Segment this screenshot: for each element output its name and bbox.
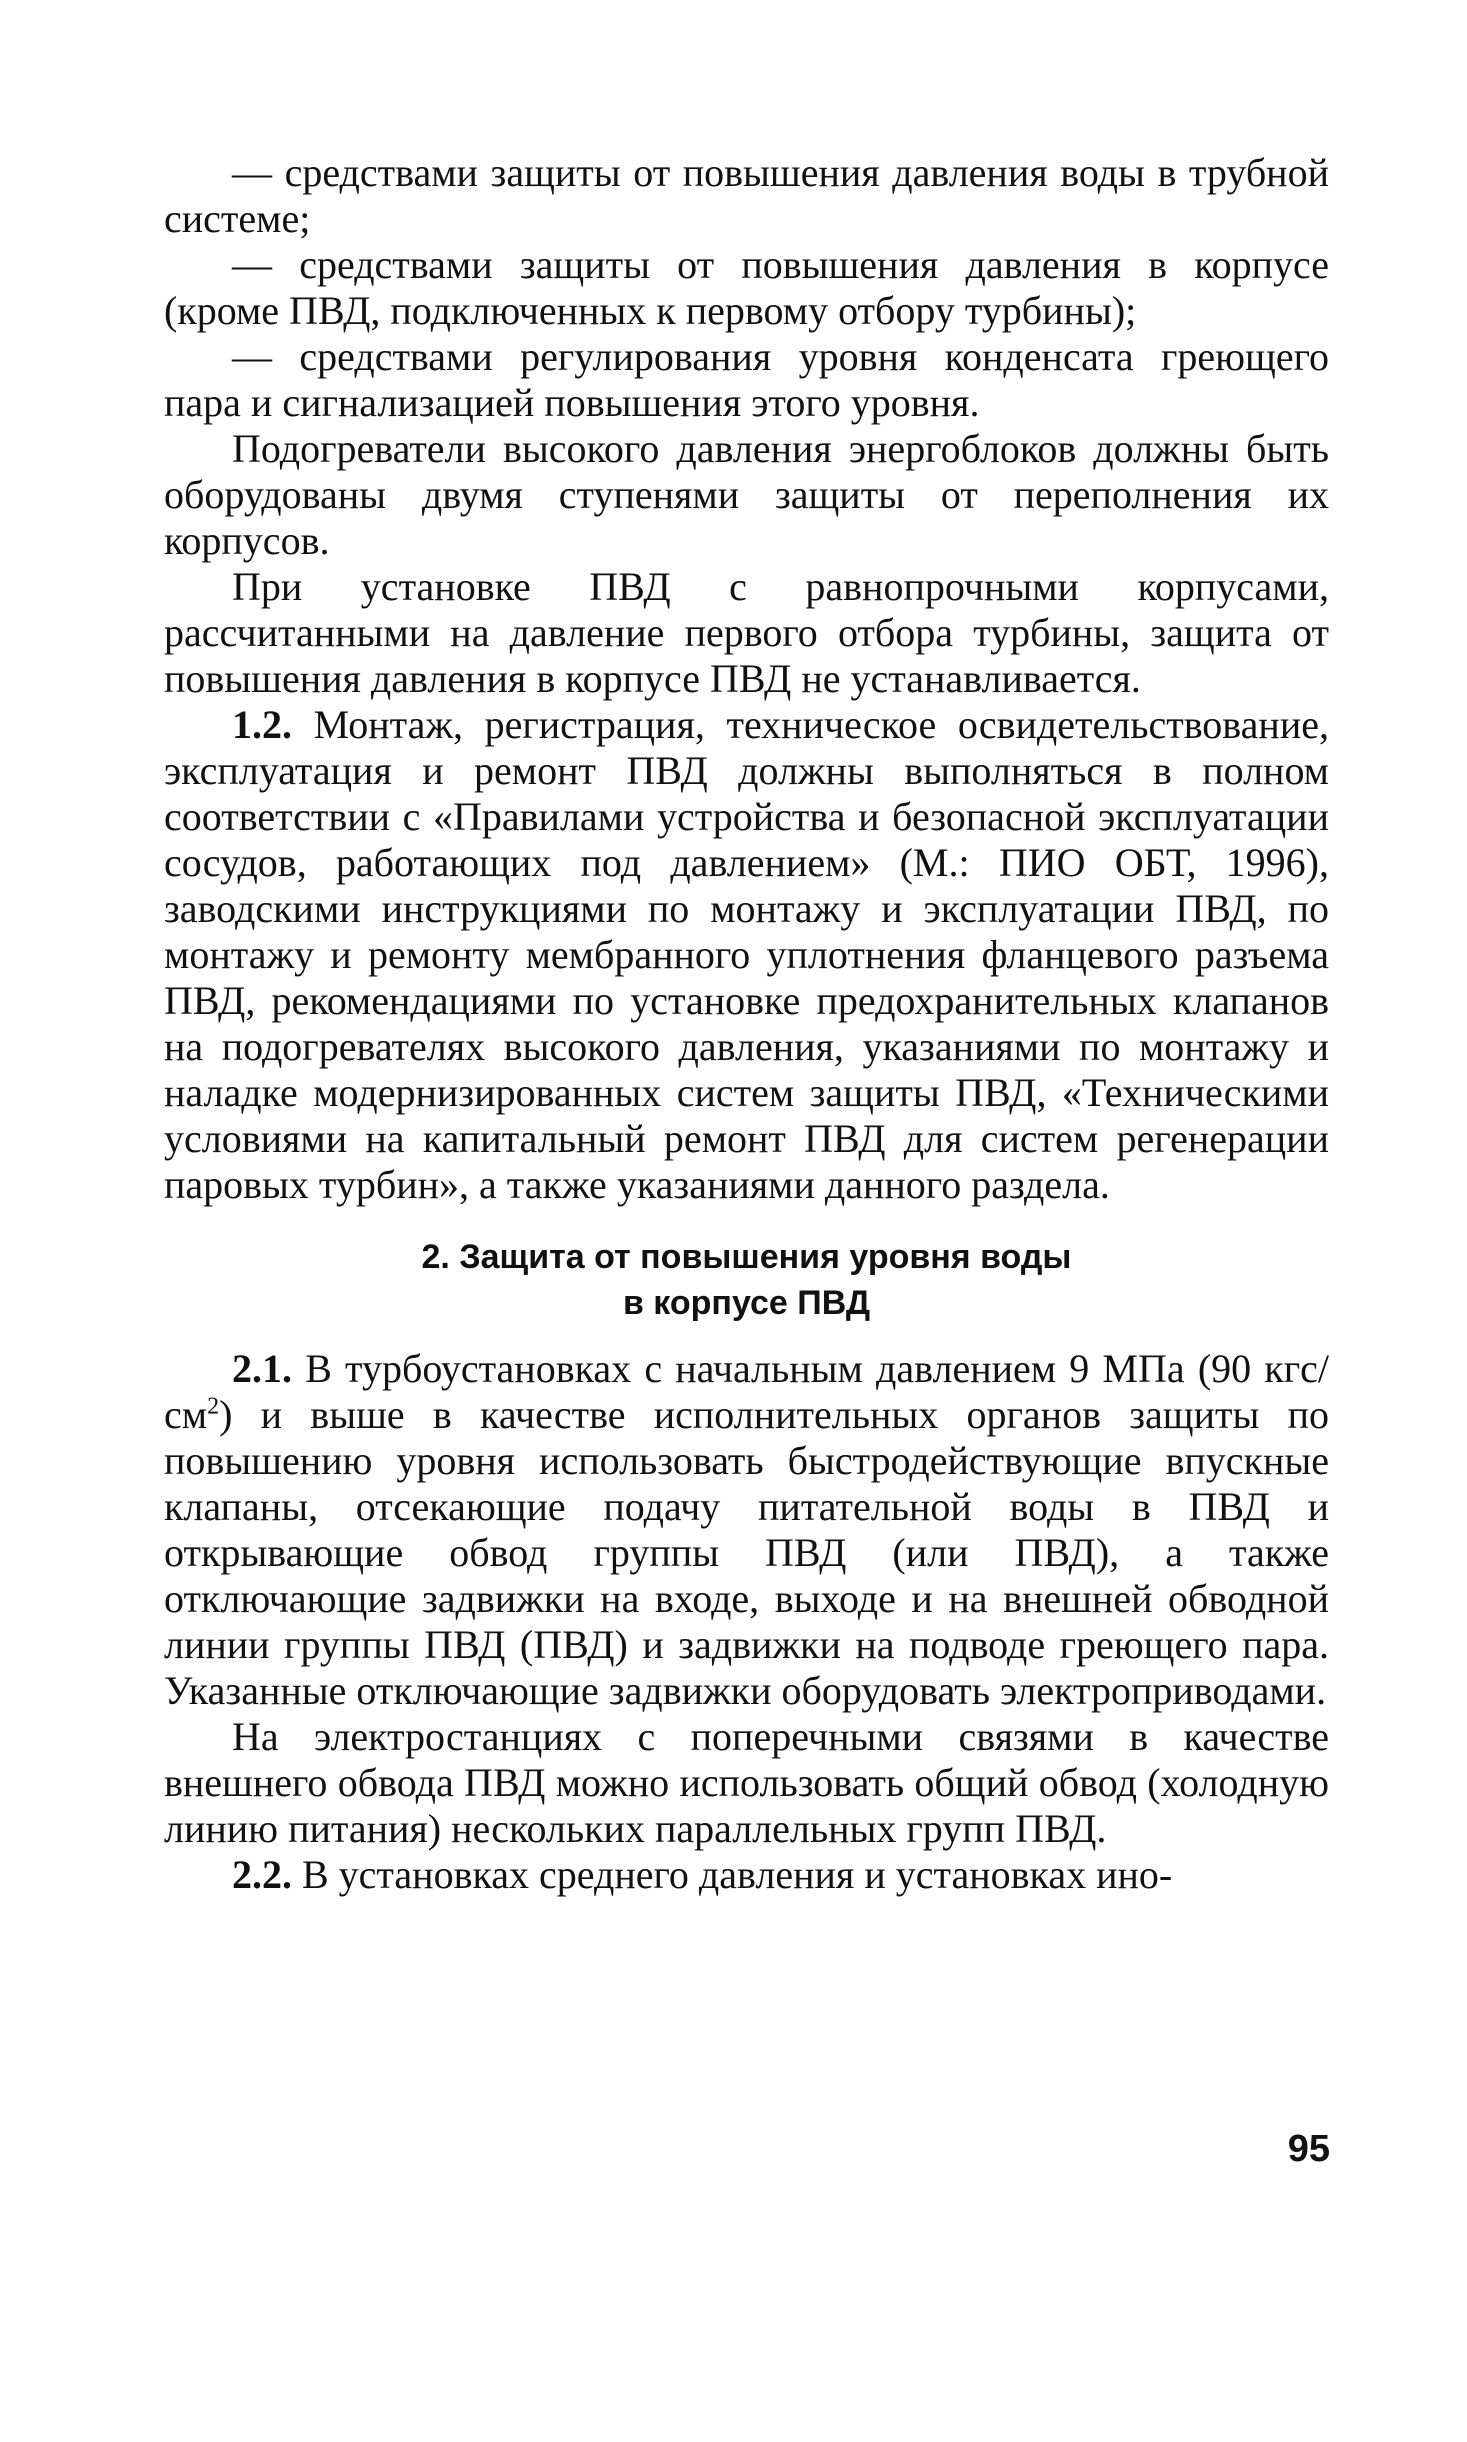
paragraph-equal-strength-shells: При установке ПВД с равнопрочными корпусами, рассчитанными на давление первого отбора турбины, защита от повышения давления в корпусе ПВД не устанавливается. (164, 564, 1329, 701)
section-text: Монтаж, регистрация, техническое освидетельствование, эксплуатация и ремонт ПВД должны выполняться в полном соответствии с «Правилами устройства и безопасной эксплуатации сосудов, работающих под давлением» (М.: ПИО ОБТ, 1996), заводскими инструкциями по монтажу и эксплуатации ПВД, по монтажу и ремонту мембранного уплотнения фланцевого разъема ПВД, рекомендациями по установке предохранительных клапанов на подогревателях высокого давления, указаниями по монтажу и наладке модернизированных систем защиты ПВД, «Техническими условиями на капитальный ремонт ПВД для систем регенерации паровых турбин», а также указаниями данного раздела. (164, 702, 1329, 1207)
paragraph-section-2-2 (164, 1852, 1329, 1898)
paragraph-two-stage-protection: Подогреватели высокого давления энергоблоков должны быть оборудованы двумя ступенями защиты от переполнения их корпусов. (164, 426, 1329, 563)
paragraph-power-plants: На электростанциях с поперечными связями в качестве внешнего обвода ПВД можно использовать общий обвод (холодную линию питания) нескольких параллельных групп ПВД. (164, 1714, 1329, 1851)
paragraph-condensate-level-control: — средствами регулирования уровня конденсата греющего пара и сигнализацией повышения этого уровня. (164, 334, 1329, 425)
section-number: 2.1. (232, 1346, 292, 1391)
section-text: В установках среднего давления и установках ино- (302, 1852, 1173, 1897)
paragraph-shell-pressure-protection: — средствами защиты от повышения давления в корпусе (кроме ПВД, подключенных к первому отбору турбины); (164, 242, 1329, 333)
section-number: 2.2. (232, 1852, 292, 1897)
section-number: 1.2. (232, 702, 292, 747)
superscript: 2 (207, 1393, 220, 1420)
section-text-part-2: ) и выше в качестве исполнительных органов защиты по повышению уровня использовать быстродействующие впускные клапаны, отсекающие подачу питательной воды в ПВД и открывающие обвод группы ПВД (или ПВД), а также отключающие задвижки на входе, выходе и на внешней обводной линии группы ПВД (ПВД) и задвижки на подводе греющего пара. Указанные отключающие задвижки оборудовать электроприводами. (164, 1392, 1329, 1713)
section-text-part-1: В турбоустановках с начальным давлением 9 МПа (90 кгс/см (164, 1346, 1330, 1437)
document-page (164, 150, 1329, 1898)
section-heading-line-1: 2. Защита от повышения уровня воды (421, 1238, 1072, 1276)
section-heading (164, 1234, 1329, 1326)
paragraph-section-2-1 (164, 1346, 1329, 1714)
paragraph-section-1-2 (164, 702, 1329, 1208)
section-heading-line-2: в корпусе ПВД (622, 1284, 871, 1322)
page-number: 95 (1287, 2128, 1330, 2170)
paragraph-water-pressure-protection: — средствами защиты от повышения давления воды в трубной системе; (164, 150, 1329, 241)
